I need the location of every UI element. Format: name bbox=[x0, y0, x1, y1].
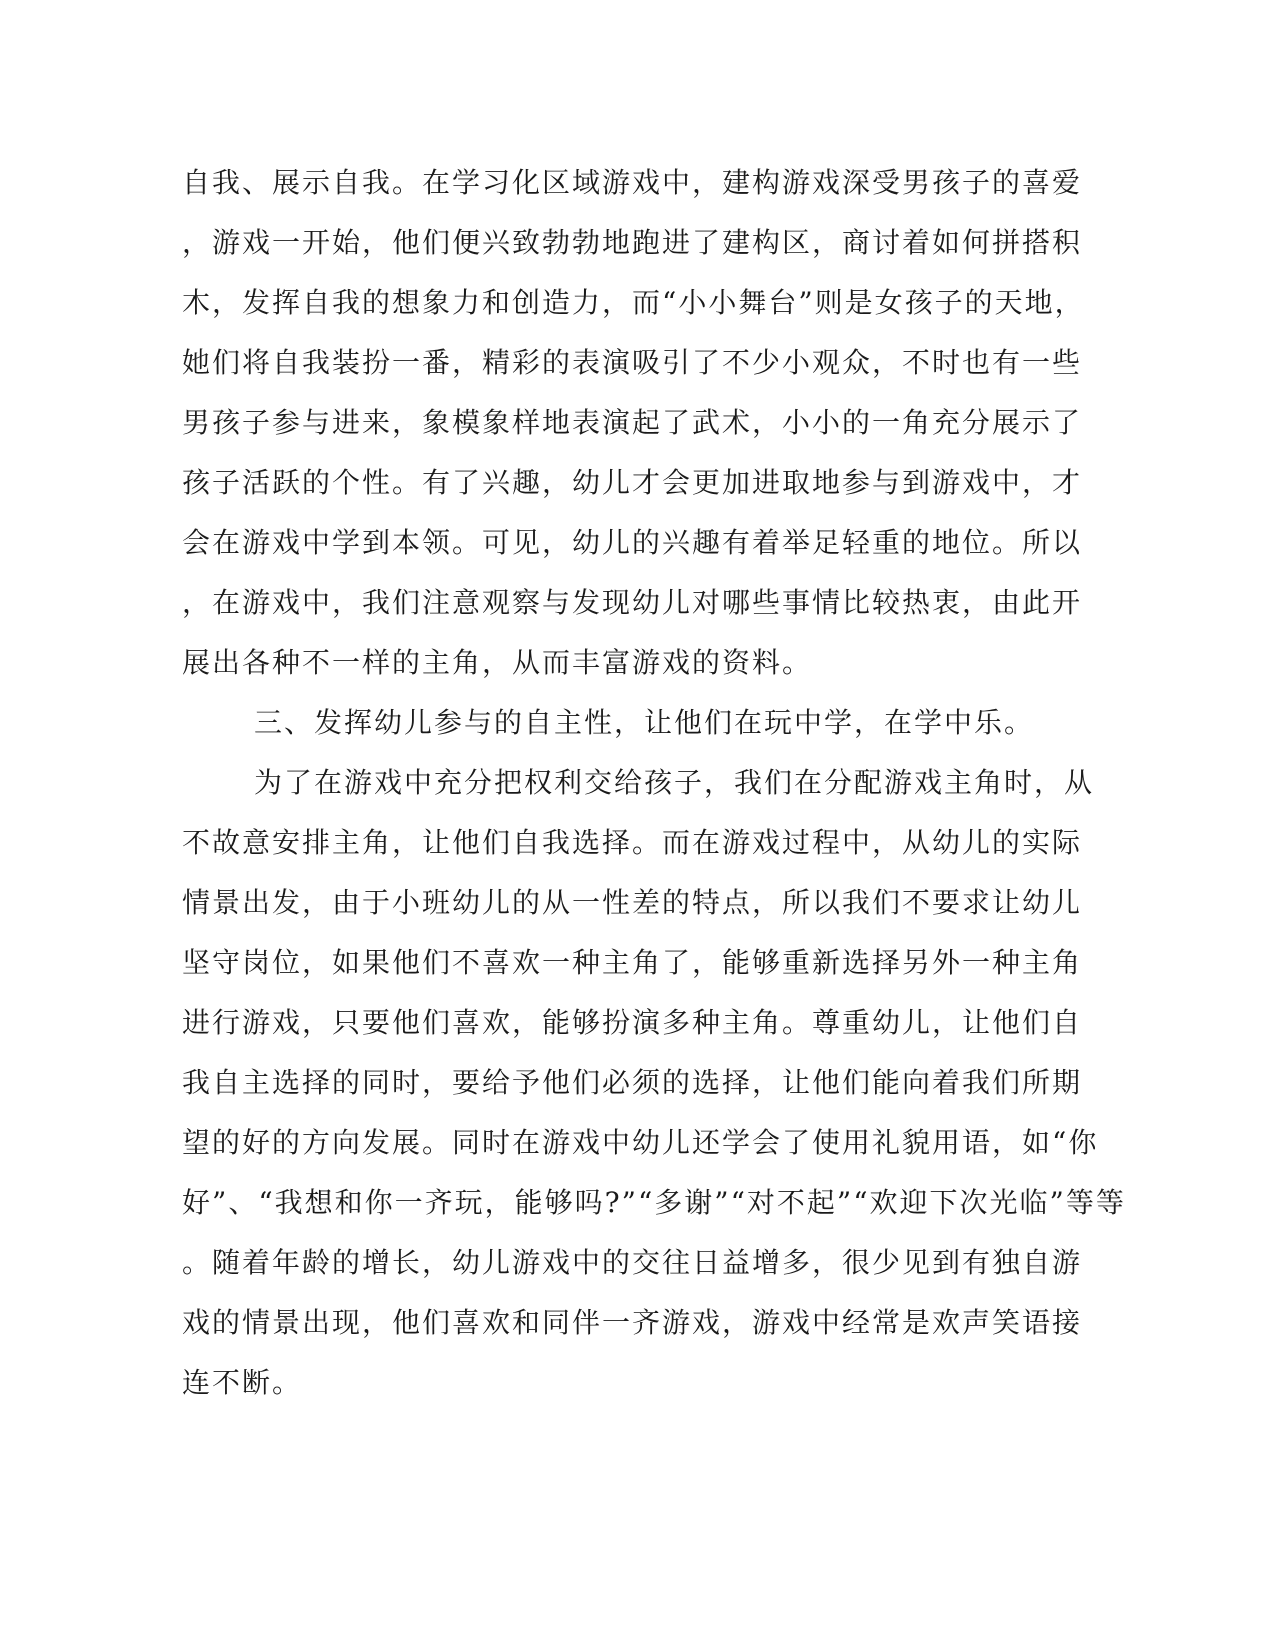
text-line: 连不断。 bbox=[182, 1366, 303, 1399]
text-line: 进行游戏，只要他们喜欢，能够扮演多种主角。尊重幼儿，让他们自 bbox=[182, 1006, 1083, 1039]
text-line: 坚守岗位，如果他们不喜欢一种主角了，能够重新选择另外一种主角 bbox=[182, 946, 1083, 979]
text-line: 孩子活跃的个性。有了兴趣，幼儿才会更加进取地参与到游戏中，才 bbox=[182, 466, 1083, 499]
paragraph-first-line: 为了在游戏中充分把权利交给孩子，我们在分配游戏主角时，从 bbox=[254, 766, 1095, 799]
text-line: 不故意安排主角，让他们自我选择。而在游戏过程中，从幼儿的实际 bbox=[182, 826, 1083, 859]
text-line: 我自主选择的同时，要给予他们必须的选择，让他们能向着我们所期 bbox=[182, 1066, 1083, 1099]
text-line: 情景出发，由于小班幼儿的从一性差的特点，所以我们不要求让幼儿 bbox=[182, 886, 1083, 919]
text-line: 戏的情景出现，他们喜欢和同伴一齐游戏，游戏中经常是欢声笑语接 bbox=[182, 1306, 1083, 1339]
text-line: ，游戏一开始，他们便兴致勃勃地跑进了建构区，商讨着如何拼搭积 bbox=[182, 226, 1083, 259]
text-line: 自我、展示自我。在学习化区域游戏中，建构游戏深受男孩子的喜爱 bbox=[182, 166, 1083, 199]
text-line: ，在游戏中，我们注意观察与发现幼儿对哪些事情比较热衷，由此开 bbox=[182, 586, 1083, 619]
text-line: 她们将自我装扮一番，精彩的表演吸引了不少小观众，不时也有一些 bbox=[182, 346, 1083, 379]
text-line: 望的好的方向发展。同时在游戏中幼儿还学会了使用礼貌用语，如“你 bbox=[182, 1126, 1099, 1159]
text-line: 男孩子参与进来，象模象样地表演起了武术，小小的一角充分展示了 bbox=[182, 406, 1083, 439]
document-body bbox=[182, 153, 1126, 1413]
section-heading: 三、发挥幼儿参与的自主性，让他们在玩中学，在学中乐。 bbox=[254, 706, 1035, 739]
text-line: 好”、“我想和你一齐玩，能够吗?”“多谢”“对不起”“欢迎下次光临”等等 bbox=[182, 1186, 1126, 1219]
text-line: 木，发挥自我的想象力和创造力，而“小小舞台”则是女孩子的天地， bbox=[182, 286, 1085, 319]
text-line: 会在游戏中学到本领。可见，幼儿的兴趣有着举足轻重的地位。所以 bbox=[182, 526, 1083, 559]
text-line: 展出各种不一样的主角，从而丰富游戏的资料。 bbox=[182, 646, 813, 679]
text-line: 。随着年龄的增长，幼儿游戏中的交往日益增多，很少见到有独自游 bbox=[182, 1246, 1083, 1279]
